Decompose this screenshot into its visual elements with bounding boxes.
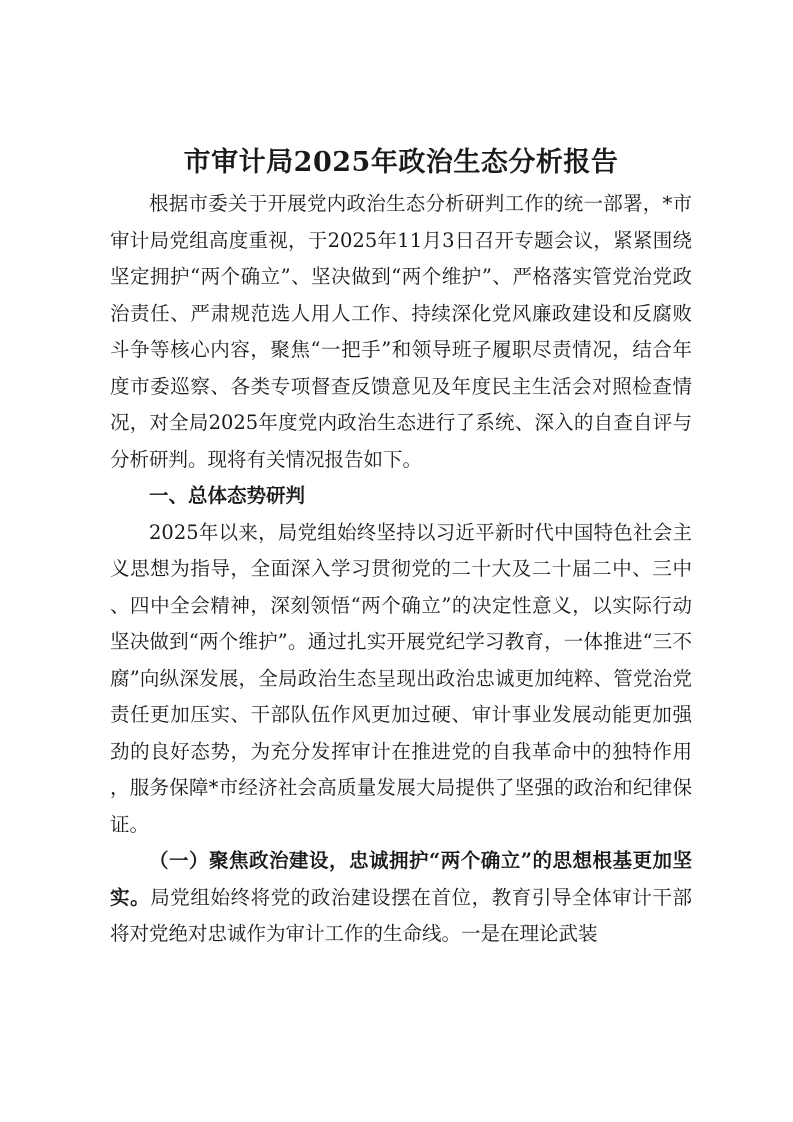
- document-page: [110, 140, 692, 953]
- section-heading: 一、总体态势研判: [149, 484, 306, 507]
- subsection-paragraph: [110, 843, 692, 953]
- section-body-paragraph: 2025年以来，局党组始终坚持以习近平新时代中国特色社会主义思想为指导，全面深入学习贯彻党的二十大及二十届二中、三中、四中全会精神，深刻领悟“两个确立”的决定性意义，以实际行动坚决做到“两个维护”。通过扎实开展党纪学习教育，一体推进“三不腐”向纵深发展，全局政治生态呈现出政治忠诚更加纯粹、管党治党责任更加压实、干部队伍作风更加过硬、审计事业发展动能更加强劲的良好态势，为充分发挥审计在推进党的自我革命中的独特作用，服务保障*市经济社会高质量发展大局提供了坚强的政治和纪律保证。: [110, 520, 692, 836]
- subsection-lead: （一）聚焦政治建设，忠诚拥护“两个确立”的思想根基更加坚实。: [110, 849, 692, 909]
- document-title: 市审计局2025年政治生态分析报告: [183, 147, 619, 178]
- intro-paragraph: 根据市委关于开展党内政治生态分析研判工作的统一部署，*市审计局党组高度重视，于2025年11月3日召开专题会议，紧紧围绕坚定拥护“两个确立”、坚决做到“两个维护”、严格落实管党治党政治责任、严肃规范选人用人工作、持续深化党风廉政建设和反腐败斗争等核心内容，聚焦“一把手”和领导班子履职尽责情况，结合年度市委巡察、各类专项督查反馈意见及年度民主生活会对照检查情况，对全局2025年度党内政治生态进行了系统、深入的自查自评与分析研判。现将有关情况报告如下。: [110, 192, 692, 471]
- subsection-body: 局党组始终将党的政治建设摆在首位，教育引导全体审计干部将对党绝对忠诚作为审计工作的生命线。一是在理论武装: [110, 885, 692, 945]
